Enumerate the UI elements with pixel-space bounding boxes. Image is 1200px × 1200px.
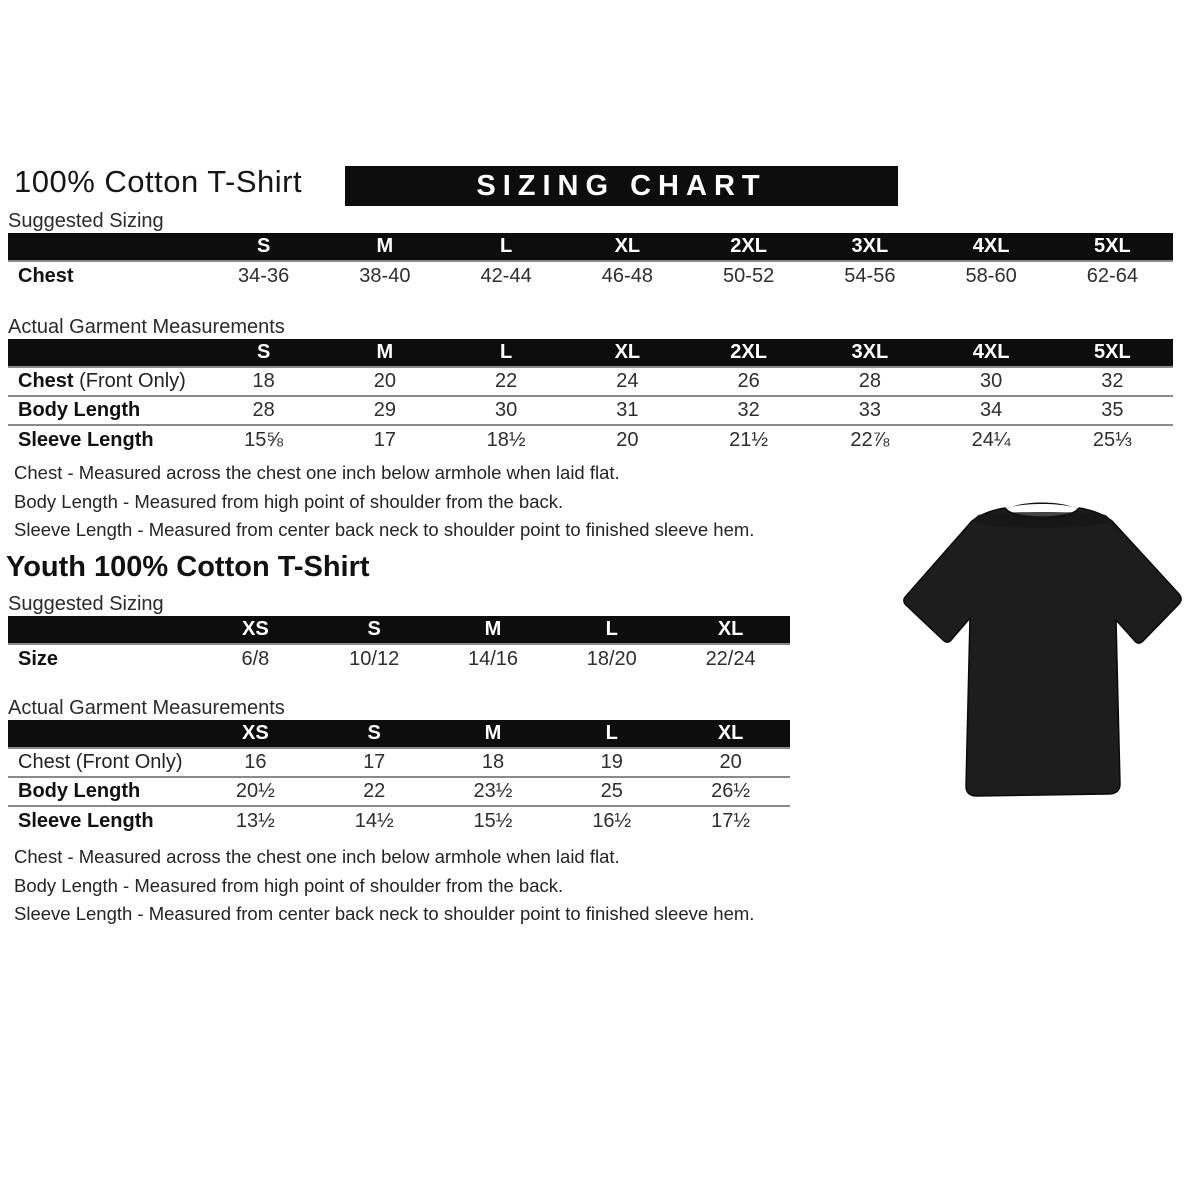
youth-suggested-sizing-table	[8, 616, 790, 673]
measurement-cell: 32	[1101, 370, 1124, 392]
measurement-cell: 42-44	[480, 264, 532, 287]
measurement-cell: 13½	[235, 809, 275, 832]
measurement-cell: 62-64	[1086, 264, 1138, 287]
measurement-cell: 33	[858, 399, 881, 421]
measurement-row	[8, 396, 1173, 425]
measurement-cell: 14/16	[467, 647, 519, 670]
size-column-header: M	[484, 618, 502, 640]
size-column-header: 2XL	[730, 341, 767, 363]
measurement-cell: 17½	[711, 809, 751, 832]
measurement-cell: 16½	[592, 809, 632, 832]
adult-actual-measurements-label: Actual Garment Measurements	[8, 316, 285, 338]
adult-suggested-sizing-label: Suggested Sizing	[8, 210, 164, 232]
measurement-row	[8, 261, 1173, 290]
row-label: Body Length	[18, 399, 141, 421]
measurement-cell: 32	[737, 399, 760, 421]
measurement-row	[8, 748, 790, 777]
measurement-cell: 16	[244, 751, 267, 773]
measurement-cell: 15⅝	[244, 428, 284, 451]
measurement-cell: 19	[600, 751, 623, 773]
row-label: Size	[18, 647, 59, 670]
measurement-cell: 34	[980, 399, 1003, 421]
row-label: Sleeve Length	[18, 428, 154, 451]
size-column-header: S	[256, 235, 271, 257]
measurement-note: Body Length - Measured from high point of shoulder from the back.	[14, 490, 564, 512]
size-column-header: L	[605, 722, 618, 744]
measurement-row	[8, 367, 1173, 396]
measurement-cell: 20	[373, 370, 396, 392]
size-header-row	[8, 720, 790, 748]
measurement-cell: 23½	[473, 780, 513, 802]
sizing-chart-banner-text: SIZING CHART	[476, 169, 767, 202]
measurement-cell: 25⅓	[1092, 428, 1132, 451]
youth-suggested-sizing-label: Suggested Sizing	[8, 593, 164, 615]
measurement-cell: 18	[481, 751, 505, 773]
size-column-header: XS	[242, 618, 269, 640]
size-column-header: S	[367, 618, 381, 640]
youth-measurement-notes	[14, 843, 754, 929]
size-column-header: L	[605, 618, 618, 640]
measurement-cell: 17	[373, 428, 396, 451]
size-column-header: 4XL	[972, 235, 1010, 257]
measurement-cell: 26½	[711, 780, 751, 802]
measurement-cell: 31	[616, 399, 639, 421]
measurement-cell: 24	[616, 370, 639, 392]
youth-page-title: Youth 100% Cotton T-Shirt	[6, 551, 370, 583]
measurement-row	[8, 425, 1173, 454]
size-column-header: M	[484, 722, 502, 744]
measurement-row	[8, 806, 790, 835]
measurement-cell: 30	[980, 370, 1003, 392]
measurement-row	[8, 777, 790, 806]
size-column-header: 4XL	[972, 341, 1010, 363]
measurement-cell: 15½	[473, 809, 513, 832]
header-spacer-cell	[8, 339, 203, 367]
size-column-header: L	[500, 235, 513, 257]
measurement-note: Chest - Measured across the chest one inch below armhole when laid flat.	[14, 462, 620, 483]
measurement-cell: 22/24	[705, 647, 756, 670]
row-label: Chest (Front Only)	[18, 370, 186, 392]
size-column-header: XS	[242, 722, 269, 744]
row-label: Sleeve Length	[18, 809, 154, 832]
measurement-cell: 18	[252, 370, 275, 392]
measurement-cell: 22	[495, 370, 518, 392]
youth-actual-measurements-table	[8, 720, 790, 835]
size-column-header: M	[376, 341, 394, 363]
size-column-header: 3XL	[851, 341, 889, 363]
measurement-cell: 50-52	[723, 264, 775, 287]
black-tshirt-graphic	[892, 478, 1192, 813]
measurement-cell: 28	[252, 399, 275, 421]
measurement-note: Sleeve Length - Measured from center back neck to shoulder point to finished sleeve hem.	[14, 903, 755, 924]
size-header-row	[8, 339, 1173, 367]
measurement-cell: 10/12	[349, 647, 400, 670]
measurement-cell: 20	[719, 751, 742, 773]
measurement-note: Body Length - Measured from high point of shoulder from the back.	[14, 874, 564, 896]
size-column-header: S	[256, 341, 271, 363]
header-spacer-cell	[8, 616, 196, 644]
size-column-header: XL	[717, 618, 744, 640]
adult-suggested-sizing-table	[8, 233, 1173, 290]
size-column-header: XL	[614, 341, 641, 363]
row-label: Body Length	[18, 780, 141, 802]
measurement-cell: 54-56	[844, 264, 896, 287]
row-label: Chest	[18, 264, 74, 287]
size-column-header: M	[376, 235, 394, 257]
header-spacer-cell	[8, 720, 196, 748]
size-column-header: 5XL	[1094, 235, 1131, 257]
measurement-cell: 14½	[354, 809, 394, 832]
black-tshirt-image	[892, 478, 1192, 813]
measurement-row	[8, 644, 790, 673]
row-label: Chest (Front Only)	[18, 751, 183, 773]
measurement-cell: 28	[858, 370, 881, 392]
adult-measurement-notes	[14, 459, 754, 545]
measurement-cell: 29	[373, 399, 396, 421]
measurement-note: Sleeve Length - Measured from center back neck to shoulder point to finished sleeve hem.	[14, 519, 755, 540]
size-column-header: XL	[717, 722, 744, 744]
adult-actual-measurements-table	[8, 339, 1173, 454]
measurement-cell: 20½	[235, 780, 275, 802]
measurement-cell: 6/8	[241, 647, 270, 670]
measurement-cell: 38-40	[359, 264, 411, 287]
size-header-row	[8, 616, 790, 644]
measurement-cell: 58-60	[965, 264, 1017, 287]
size-column-header: 3XL	[851, 235, 889, 257]
sizing-chart-banner	[345, 166, 898, 206]
measurement-cell: 25	[600, 780, 623, 802]
size-column-header: 2XL	[730, 235, 767, 257]
size-column-header: XL	[614, 235, 641, 257]
page-title: 100% Cotton T-Shirt	[14, 164, 303, 199]
measurement-cell: 46-48	[601, 264, 653, 287]
header-spacer-cell	[8, 233, 203, 261]
size-header-row	[8, 233, 1173, 261]
measurement-cell: 18½	[486, 428, 526, 451]
size-column-header: L	[500, 341, 513, 363]
measurement-cell: 18/20	[586, 647, 637, 670]
measurement-cell: 22	[363, 780, 386, 802]
measurement-cell: 20	[616, 428, 639, 451]
measurement-cell: 17	[363, 751, 386, 773]
measurement-cell: 35	[1101, 399, 1124, 421]
measurement-note: Chest - Measured across the chest one inch below armhole when laid flat.	[14, 846, 620, 867]
measurement-cell: 24¼	[971, 428, 1011, 451]
measurement-cell: 21½	[729, 428, 769, 451]
size-column-header: 5XL	[1094, 341, 1131, 363]
measurement-cell: 34-36	[238, 264, 290, 287]
measurement-cell: 26	[737, 370, 760, 392]
measurement-cell: 22⅞	[850, 428, 890, 451]
measurement-cell: 30	[495, 399, 518, 421]
size-column-header: S	[367, 722, 381, 744]
youth-actual-measurements-label: Actual Garment Measurements	[8, 697, 285, 719]
